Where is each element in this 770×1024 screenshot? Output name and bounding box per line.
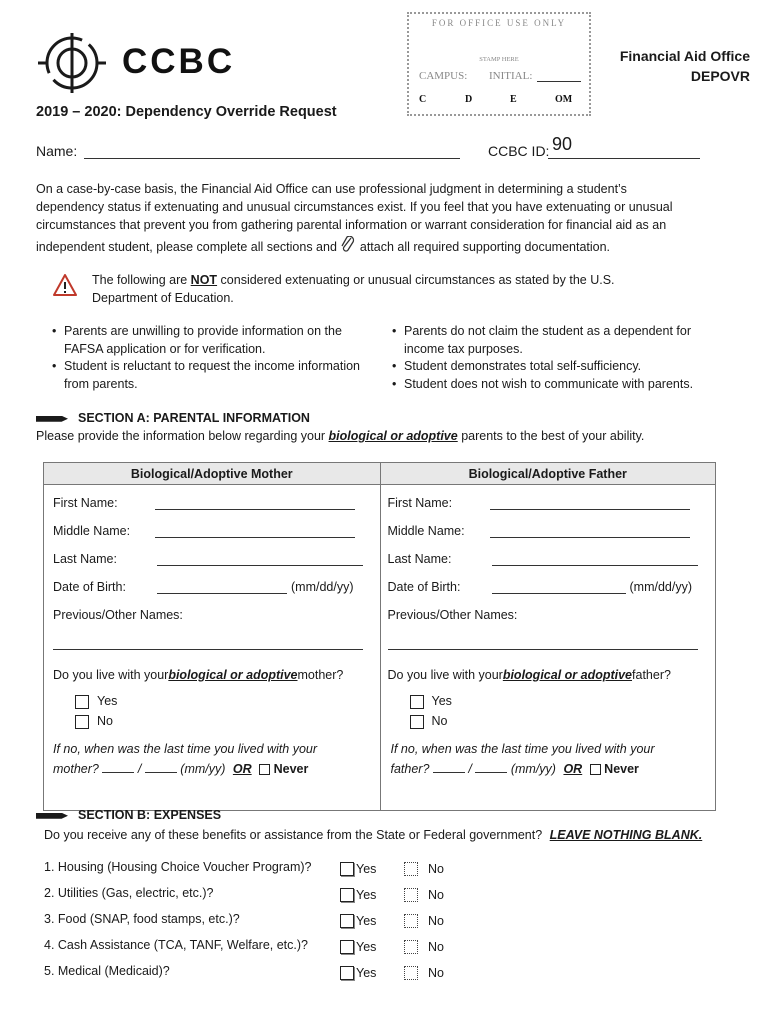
father-live-yes-checkbox[interactable] (410, 695, 424, 709)
form-code: DEPOVR (690, 68, 750, 84)
name-field[interactable] (84, 143, 460, 159)
initial-field[interactable] (537, 70, 581, 82)
medical-yes-checkbox[interactable] (340, 966, 354, 980)
housing-no-checkbox[interactable] (404, 862, 418, 876)
arrow-icon (36, 813, 68, 819)
mother-first-name-field[interactable] (155, 496, 355, 510)
not-circumstances-right (392, 323, 722, 393)
cash-assistance-no-checkbox[interactable] (404, 940, 418, 954)
father-middle-name-field[interactable] (490, 524, 690, 538)
mother-live-yes-checkbox[interactable] (75, 695, 89, 709)
ccbc-id-label: CCBC ID: (488, 143, 550, 159)
office-code-e: E (510, 94, 517, 105)
mother-last-lived-year-field[interactable] (145, 761, 177, 773)
ccbc-logo (36, 30, 236, 96)
utilities-yes-checkbox[interactable] (340, 888, 354, 902)
list-item: • Student does not wish to communicate with parents. (392, 376, 722, 394)
intro-line-3: circumstances that prevent you from gathering parental information or warrant consideration for financial aid as an (36, 218, 667, 232)
father-last-name-field[interactable] (492, 552, 698, 566)
ccbc-id-field[interactable] (548, 134, 700, 159)
father-never-checkbox[interactable] (590, 764, 601, 775)
mother-previous-names-field[interactable] (53, 636, 363, 650)
parental-info-table (43, 462, 716, 811)
name-label: Name: (36, 143, 78, 159)
father-last-lived-year-field[interactable] (475, 761, 507, 773)
office-use-title: FOR OFFICE USE ONLY (431, 18, 567, 28)
food-no-checkbox[interactable] (404, 914, 418, 928)
office-name: Financial Aid Office (619, 48, 750, 64)
food-yes-checkbox[interactable] (340, 914, 354, 928)
campus-label: CAMPUS: (419, 70, 468, 82)
father-panel: First Name: Middle Name: Last Name: Date of Birth: (mm/dd/yy) Previous/Other Names: Do you live with your biological or adoptive father? Yes No If no, when was the last time you lived with your father? / (mm/yy) OR Never (380, 485, 716, 811)
arrow-icon (36, 416, 68, 422)
office-use-box (407, 12, 591, 116)
list-item: • Parents are unwilling to provide information on the FAFSA application or for verification. (52, 323, 367, 358)
father-last-lived-month-field[interactable] (433, 761, 465, 773)
list-item: • Student is reluctant to request the income information from parents. (52, 358, 367, 393)
intro-line-4: independent student, please complete all sections and attach all required supporting documentation. (36, 236, 736, 256)
warning-icon (53, 273, 77, 297)
father-live-no-checkbox[interactable] (410, 715, 424, 729)
mother-never-checkbox[interactable] (259, 764, 270, 775)
intro-line-2: dependency status if extenuating and unusual circumstances exist. If you feel that you have extenuating or unusual (36, 200, 673, 214)
father-dob-field[interactable] (492, 580, 626, 594)
father-first-name-field[interactable] (490, 496, 690, 510)
section-b-question: Do you receive any of these benefits or assistance from the State or Federal government? LEAVE NOTHING BLANK. (44, 828, 703, 842)
mother-dob-field[interactable] (157, 580, 287, 594)
ccbc-wordmark: CCBC (122, 42, 236, 81)
list-item: 4. Cash Assistance (TCA, TANF, Welfare, etc.)? Yes No (44, 938, 444, 954)
list-item: 5. Medical (Medicaid)? Yes No (44, 964, 444, 980)
list-item: • Parents do not claim the student as a dependent for income tax purposes. (392, 323, 722, 358)
expenses-list (44, 860, 464, 990)
not-circumstances-left (52, 323, 367, 393)
mother-panel: First Name: Middle Name: Last Name: Date of Birth: (mm/dd/yy) Previous/Other Names: Do you live with your biological or adoptive mother? Yes No If no, when was the last time you lived with your mother? / (mm/yy) OR Never (44, 485, 381, 811)
medical-no-checkbox[interactable] (404, 966, 418, 980)
mother-middle-name-field[interactable] (155, 524, 355, 538)
list-item: 3. Food (SNAP, food stamps, etc.)? Yes No (44, 912, 444, 928)
section-b-heading: SECTION B: EXPENSES (36, 808, 221, 822)
office-code-c: C (419, 94, 427, 105)
mother-last-name-field[interactable] (157, 552, 363, 566)
stamp-here-label: STAMP HERE (479, 56, 519, 63)
list-item: 1. Housing (Housing Choice Voucher Program)? Yes No (44, 860, 444, 876)
intro-paragraph (36, 180, 736, 256)
father-previous-names-field[interactable] (388, 636, 698, 650)
mother-last-lived-month-field[interactable] (102, 761, 134, 773)
utilities-no-checkbox[interactable] (404, 888, 418, 902)
form-title: 2019 – 2020: Dependency Override Request (36, 104, 337, 120)
office-code-om: OM (555, 94, 573, 105)
section-a-instructions: Please provide the information below regarding your biological or adoptive parents to the best of your ability. (36, 429, 645, 443)
initial-label: INITIAL: (489, 70, 533, 82)
housing-yes-checkbox[interactable] (340, 862, 354, 876)
intro-line-1: On a case-by-case basis, the Financial Aid Office can use professional judgment in determining a student’s (36, 182, 627, 196)
office-code-d: D (465, 94, 473, 105)
father-column-header: Biological/Adoptive Father (380, 463, 716, 485)
ccbc-emblem-icon (36, 30, 108, 96)
cash-assistance-yes-checkbox[interactable] (340, 940, 354, 954)
paperclip-icon (340, 236, 356, 254)
section-a-heading: SECTION A: PARENTAL INFORMATION (36, 411, 310, 425)
mother-live-no-checkbox[interactable] (75, 715, 89, 729)
warning-text: The following are NOT considered extenuating or unusual circumstances as stated by the U.S. Department of Education. (92, 273, 615, 305)
list-item: • Student demonstrates total self-sufficiency. (392, 358, 722, 376)
list-item: 2. Utilities (Gas, electric, etc.)? Yes No (44, 886, 444, 902)
ccbc-id-value: 90 (552, 134, 573, 154)
mother-column-header: Biological/Adoptive Mother (44, 463, 381, 485)
